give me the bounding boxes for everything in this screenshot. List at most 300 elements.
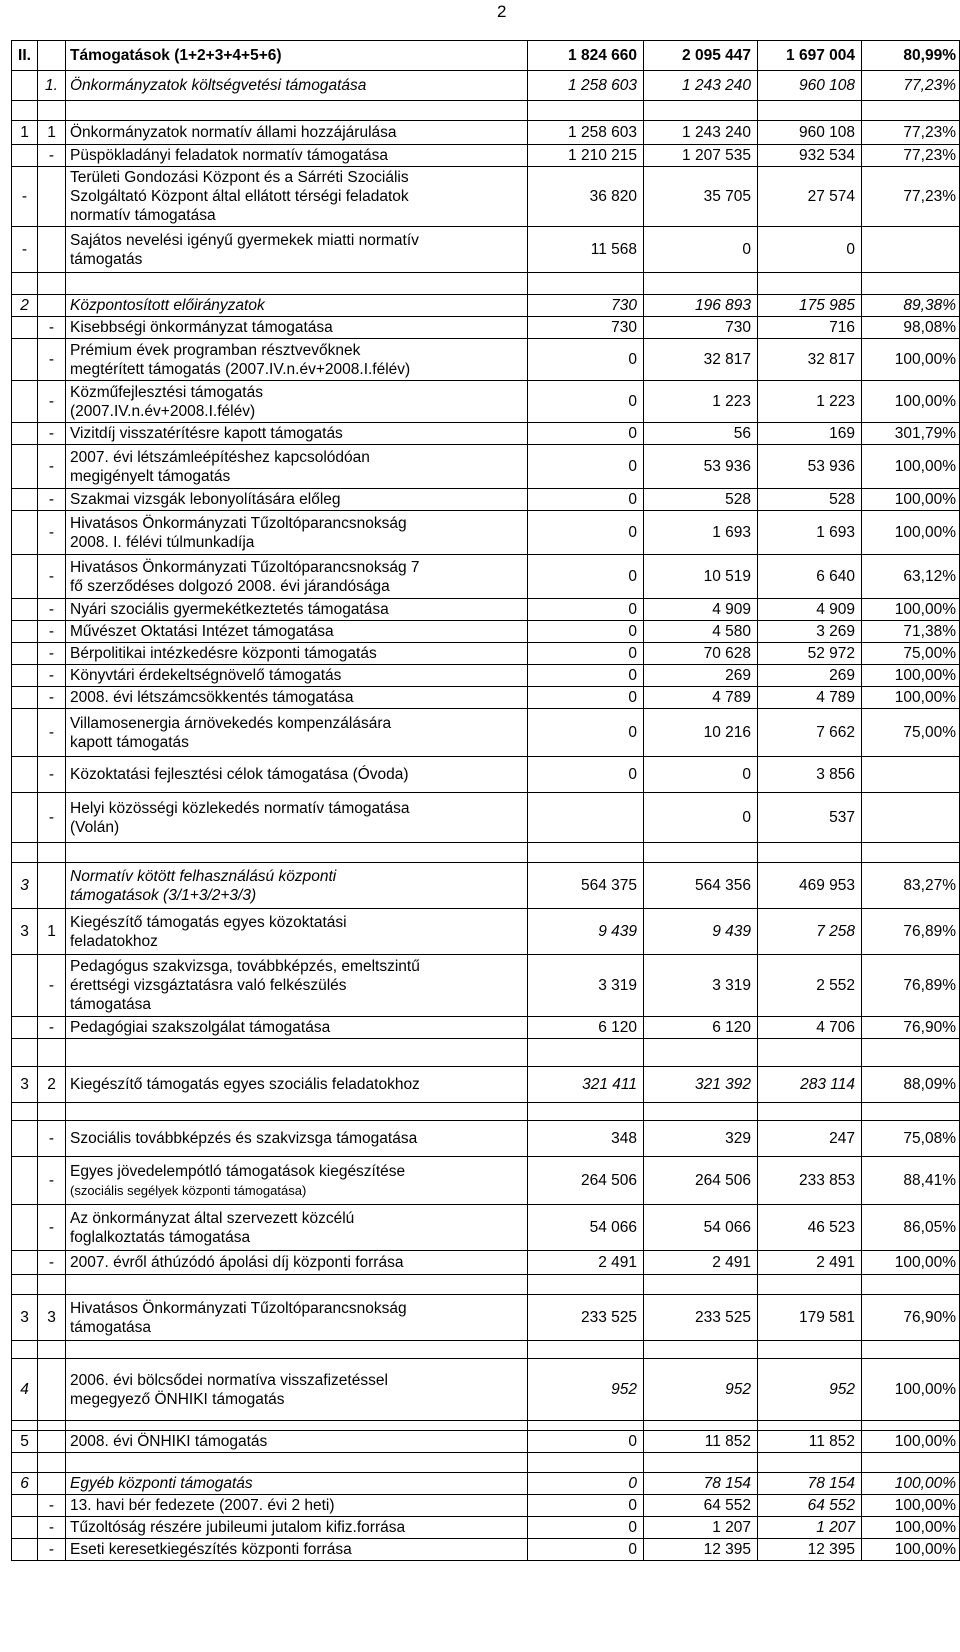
row-label-line: Normatív kötött felhasználású központi <box>70 867 337 885</box>
value-original: 36 820 <box>528 167 644 227</box>
value-actual: 7 662 <box>758 709 862 757</box>
row-subsection <box>38 1431 66 1453</box>
row-label <box>66 1517 528 1539</box>
value-actual: 537 <box>758 793 862 843</box>
value-actual: 2 552 <box>758 955 862 1017</box>
row-section: - <box>12 167 38 227</box>
value-actual <box>758 1103 862 1121</box>
value-modified <box>644 101 758 121</box>
row-section <box>12 643 38 665</box>
value-actual: 1 223 <box>758 381 862 423</box>
row-label <box>66 1295 528 1341</box>
value-actual: 960 108 <box>758 71 862 101</box>
value-modified: 10 519 <box>644 555 758 599</box>
row-subsection: - <box>38 793 66 843</box>
row-section <box>12 1039 38 1067</box>
row-label <box>66 71 528 101</box>
value-percent <box>862 227 960 273</box>
value-actual: 4 909 <box>758 599 862 621</box>
row-section <box>12 339 38 381</box>
value-actual <box>758 101 862 121</box>
row-label <box>66 101 528 121</box>
value-percent: 100,00% <box>862 511 960 555</box>
value-actual: 169 <box>758 423 862 445</box>
row-section <box>12 1205 38 1251</box>
row-subsection: - <box>38 1539 66 1561</box>
row-label <box>66 687 528 709</box>
row-label-line: Pedagógus szakvizsga, továbbképzés, emeltszintű <box>70 958 420 975</box>
row-label <box>66 757 528 793</box>
value-modified: 269 <box>644 665 758 687</box>
row-label-line: Egyes jövedelempótló támogatások kiegészítése <box>70 1162 406 1180</box>
value-modified <box>644 1039 758 1067</box>
value-actual: 12 395 <box>758 1539 862 1561</box>
row-label <box>66 909 528 955</box>
row-section: 3 <box>12 863 38 909</box>
value-original: 0 <box>528 1495 644 1517</box>
row-label-line: Önkormányzatok költségvetési támogatása <box>70 77 367 94</box>
value-percent: 77,23% <box>862 121 960 145</box>
value-percent <box>862 1421 960 1431</box>
value-percent <box>862 1103 960 1121</box>
table-row <box>12 599 960 621</box>
row-label-line: foglalkoztatás támogatása <box>70 1228 251 1246</box>
value-actual: 283 114 <box>758 1067 862 1103</box>
table-row <box>12 709 960 757</box>
row-label-line: Kiegészítő támogatás egyes közoktatási <box>70 913 347 931</box>
row-subsection: - <box>38 709 66 757</box>
row-label <box>66 1495 528 1517</box>
row-label-line: Püspökladányi feladatok normatív támogatása <box>70 147 388 164</box>
value-original: 348 <box>528 1121 644 1157</box>
row-label-line: Önkormányzatok normatív állami hozzájárulása <box>70 124 397 141</box>
row-subsection: - <box>38 687 66 709</box>
value-actual <box>758 1039 862 1067</box>
row-subsection <box>38 1103 66 1121</box>
value-percent: 77,23% <box>862 167 960 227</box>
row-subsection: - <box>38 643 66 665</box>
value-modified: 1 243 240 <box>644 121 758 145</box>
row-label <box>66 317 528 339</box>
value-original: 3 319 <box>528 955 644 1017</box>
row-subsection: - <box>38 757 66 793</box>
value-actual <box>758 1341 862 1359</box>
table-row <box>12 1453 960 1473</box>
row-section <box>12 145 38 167</box>
value-percent: 77,23% <box>862 145 960 167</box>
row-label-line: Az önkormányzat által szervezett közcélú <box>70 1209 355 1227</box>
value-modified: 70 628 <box>644 643 758 665</box>
value-actual: 179 581 <box>758 1295 862 1341</box>
value-modified: 1 207 <box>644 1517 758 1539</box>
value-percent: 80,99% <box>862 41 960 71</box>
value-percent: 100,00% <box>862 1359 960 1421</box>
row-label-line: Pedagógiai szakszolgálat támogatása <box>70 1019 331 1036</box>
table-row <box>12 121 960 145</box>
row-label-line: Szakmai vizsgák lebonyolítására előleg <box>70 491 341 508</box>
row-label <box>66 1539 528 1561</box>
value-actual: 4 789 <box>758 687 862 709</box>
value-percent: 301,79% <box>862 423 960 445</box>
value-actual: 932 534 <box>758 145 862 167</box>
value-modified: 32 817 <box>644 339 758 381</box>
row-label <box>66 121 528 145</box>
row-label-line: Közoktatási fejlesztési célok támogatása (Óvoda) <box>70 766 409 783</box>
table-row <box>12 1495 960 1517</box>
row-subsection: - <box>38 599 66 621</box>
value-original: 952 <box>528 1359 644 1421</box>
row-label <box>66 1275 528 1295</box>
row-section <box>12 555 38 599</box>
row-section <box>12 1157 38 1205</box>
value-percent <box>862 1453 960 1473</box>
value-original: 0 <box>528 445 644 489</box>
value-original: 233 525 <box>528 1295 644 1341</box>
value-original: 0 <box>528 1539 644 1561</box>
row-subsection: - <box>38 145 66 167</box>
value-actual: 7 258 <box>758 909 862 955</box>
value-modified: 1 223 <box>644 381 758 423</box>
table-row <box>12 793 960 843</box>
value-modified: 196 893 <box>644 295 758 317</box>
row-subsection <box>38 1453 66 1473</box>
table-row <box>12 555 960 599</box>
row-label <box>66 665 528 687</box>
row-section <box>12 709 38 757</box>
row-subsection: - <box>38 511 66 555</box>
row-subsection <box>38 863 66 909</box>
value-modified: 321 392 <box>644 1067 758 1103</box>
value-modified: 54 066 <box>644 1205 758 1251</box>
table-row <box>12 381 960 423</box>
value-modified <box>644 273 758 295</box>
value-modified: 6 120 <box>644 1017 758 1039</box>
row-label-line: kapott támogatás <box>70 733 189 751</box>
value-original: 0 <box>528 555 644 599</box>
table-row <box>12 1473 960 1495</box>
row-label <box>66 489 528 511</box>
row-subsection <box>38 1473 66 1495</box>
value-actual <box>758 843 862 863</box>
value-original <box>528 1039 644 1067</box>
row-label-line: Központosított előirányzatok <box>70 297 265 314</box>
row-label-line: Szociális továbbképzés és szakvizsga támogatása <box>70 1130 418 1147</box>
value-original: 11 568 <box>528 227 644 273</box>
value-original: 0 <box>528 339 644 381</box>
row-label-line: megtérített támogatás (2007.IV.n.év+2008.I.félév) <box>70 360 411 378</box>
row-label <box>66 555 528 599</box>
value-modified: 4 789 <box>644 687 758 709</box>
value-original: 321 411 <box>528 1067 644 1103</box>
value-original: 0 <box>528 489 644 511</box>
value-percent: 100,00% <box>862 1431 960 1453</box>
row-label <box>66 1103 528 1121</box>
row-label <box>66 1205 528 1251</box>
table-row <box>12 145 960 167</box>
value-actual <box>758 1275 862 1295</box>
value-original <box>528 1421 644 1431</box>
row-label <box>66 1251 528 1275</box>
row-label-line: Villamosenergia árnövekedés kompenzálására <box>70 714 392 732</box>
row-label-line: Sajátos nevelési igényű gyermekek miatti normatív <box>70 231 419 249</box>
value-original <box>528 1275 644 1295</box>
row-label-line: Kiegészítő támogatás egyes szociális feladatokhoz <box>70 1076 420 1093</box>
row-section <box>12 1495 38 1517</box>
value-modified: 233 525 <box>644 1295 758 1341</box>
row-label-line: Hivatásos Önkormányzati Tűzoltóparancsnokság <box>70 1299 407 1317</box>
table-row <box>12 1295 960 1341</box>
row-label <box>66 1121 528 1157</box>
table-row <box>12 1039 960 1067</box>
value-percent: 100,00% <box>862 1517 960 1539</box>
row-subsection: 1 <box>38 909 66 955</box>
table-row <box>12 687 960 709</box>
value-percent: 77,23% <box>862 71 960 101</box>
value-original: 0 <box>528 621 644 643</box>
row-subsection: 1. <box>38 71 66 101</box>
table-row <box>12 273 960 295</box>
row-section <box>12 489 38 511</box>
value-original: 0 <box>528 1517 644 1539</box>
table-row <box>12 1539 960 1561</box>
row-label <box>66 955 528 1017</box>
value-modified <box>644 1453 758 1473</box>
value-original: 1 824 660 <box>528 41 644 71</box>
table-row <box>12 101 960 121</box>
row-label-line: Művészet Oktatási Intézet támogatása <box>70 623 334 640</box>
value-original: 0 <box>528 1431 644 1453</box>
value-modified: 4 909 <box>644 599 758 621</box>
row-section: - <box>12 227 38 273</box>
row-label-line: támogatás <box>70 250 143 268</box>
row-label <box>66 145 528 167</box>
row-label-line: 2008. évi létszámcsökkentés támogatása <box>70 689 354 706</box>
value-original <box>528 1103 644 1121</box>
row-subsection: - <box>38 445 66 489</box>
table-row <box>12 295 960 317</box>
row-section <box>12 511 38 555</box>
value-modified: 264 506 <box>644 1157 758 1205</box>
value-modified: 1 207 535 <box>644 145 758 167</box>
value-modified: 952 <box>644 1359 758 1421</box>
row-label-line: megigényelt támogatás <box>70 467 231 485</box>
value-actual: 11 852 <box>758 1431 862 1453</box>
row-section <box>12 1453 38 1473</box>
row-subsection <box>38 1275 66 1295</box>
row-section: 3 <box>12 1067 38 1103</box>
table-row <box>12 1103 960 1121</box>
row-subsection <box>38 1039 66 1067</box>
table-row <box>12 1421 960 1431</box>
row-label-line: érettségi vizsgáztatásra való felkészülés <box>70 977 347 994</box>
row-label <box>66 445 528 489</box>
value-actual <box>758 273 862 295</box>
value-percent: 75,08% <box>862 1121 960 1157</box>
value-original: 0 <box>528 643 644 665</box>
value-original: 9 439 <box>528 909 644 955</box>
value-original: 564 375 <box>528 863 644 909</box>
row-section: 1 <box>12 121 38 145</box>
row-label <box>66 1157 528 1205</box>
row-subsection <box>38 1341 66 1359</box>
value-original: 1 258 603 <box>528 71 644 101</box>
table-row <box>12 1251 960 1275</box>
value-original: 0 <box>528 423 644 445</box>
row-subsection: - <box>38 1157 66 1205</box>
row-label-line: Területi Gondozási Központ és a Sárréti Szociális <box>70 169 409 186</box>
value-percent: 100,00% <box>862 1539 960 1561</box>
row-label <box>66 339 528 381</box>
row-section <box>12 955 38 1017</box>
row-section <box>12 445 38 489</box>
row-label-line: 2008. évi ÖNHIKI támogatás <box>70 1433 268 1450</box>
row-subsection <box>38 1421 66 1431</box>
row-label-line: megegyező ÖNHIKI támogatás <box>70 1390 285 1408</box>
row-section <box>12 1275 38 1295</box>
table-row <box>12 227 960 273</box>
row-label <box>66 843 528 863</box>
table-row <box>12 1017 960 1039</box>
value-actual: 3 856 <box>758 757 862 793</box>
value-actual: 64 552 <box>758 1495 862 1517</box>
row-section <box>12 1341 38 1359</box>
value-original <box>528 273 644 295</box>
row-subsection: - <box>38 1517 66 1539</box>
value-actual: 0 <box>758 227 862 273</box>
value-actual: 528 <box>758 489 862 511</box>
value-modified: 0 <box>644 227 758 273</box>
row-label-line: Kisebbségi önkormányzat támogatása <box>70 319 333 336</box>
value-actual: 53 936 <box>758 445 862 489</box>
row-label-line: támogatása <box>70 1318 151 1336</box>
row-label-line: Helyi közösségi közlekedés normatív támogatása <box>70 799 410 817</box>
value-percent: 75,00% <box>862 709 960 757</box>
value-percent: 100,00% <box>862 687 960 709</box>
value-modified: 56 <box>644 423 758 445</box>
row-section <box>12 381 38 423</box>
row-label <box>66 621 528 643</box>
table-row <box>12 1067 960 1103</box>
row-subsection <box>38 41 66 71</box>
value-actual: 52 972 <box>758 643 862 665</box>
row-label-line: normatív támogatása <box>70 207 216 224</box>
table-row <box>12 1341 960 1359</box>
value-actual: 1 697 004 <box>758 41 862 71</box>
row-label <box>66 273 528 295</box>
table-row <box>12 1359 960 1421</box>
row-label-line: Nyári szociális gyermekétkeztetés támogatása <box>70 601 389 618</box>
row-label <box>66 599 528 621</box>
row-label <box>66 227 528 273</box>
row-label <box>66 1341 528 1359</box>
row-section <box>12 71 38 101</box>
value-percent <box>862 1341 960 1359</box>
value-original: 1 210 215 <box>528 145 644 167</box>
value-actual: 175 985 <box>758 295 862 317</box>
value-actual <box>758 1421 862 1431</box>
value-actual: 247 <box>758 1121 862 1157</box>
row-subsection: - <box>38 621 66 643</box>
row-label <box>66 423 528 445</box>
row-label <box>66 295 528 317</box>
row-subsection: - <box>38 381 66 423</box>
budget-table <box>11 40 960 1561</box>
value-percent: 76,89% <box>862 909 960 955</box>
row-label-line: Könyvtári érdekeltségnövelő támogatás <box>70 667 342 684</box>
row-section <box>12 1517 38 1539</box>
value-original: 1 258 603 <box>528 121 644 145</box>
value-original: 54 066 <box>528 1205 644 1251</box>
row-label-line: Eseti keresetkiegészítés központi forrása <box>70 1541 352 1558</box>
row-section: 5 <box>12 1431 38 1453</box>
row-label-line: támogatása <box>70 996 151 1013</box>
row-label-line: Prémium évek programban résztvevőknek <box>70 341 361 359</box>
value-percent: 88,09% <box>862 1067 960 1103</box>
row-section <box>12 793 38 843</box>
value-original: 0 <box>528 381 644 423</box>
row-label-line: Szolgáltató Központ által ellátott térségi feladatok <box>70 188 409 205</box>
row-label-line: (Volán) <box>70 818 120 836</box>
row-label <box>66 41 528 71</box>
table-row <box>12 621 960 643</box>
value-modified: 10 216 <box>644 709 758 757</box>
row-section <box>12 1017 38 1039</box>
row-section: II. <box>12 41 38 71</box>
value-original: 0 <box>528 709 644 757</box>
table-row <box>12 1431 960 1453</box>
value-modified: 1 693 <box>644 511 758 555</box>
value-percent <box>862 101 960 121</box>
row-section <box>12 687 38 709</box>
row-label <box>66 1067 528 1103</box>
row-section <box>12 599 38 621</box>
row-label <box>66 1421 528 1431</box>
row-label-line: 2006. évi bölcsődei normatíva visszafizetéssel <box>70 1371 388 1389</box>
value-modified: 730 <box>644 317 758 339</box>
value-percent <box>862 1275 960 1295</box>
row-subsection: - <box>38 1251 66 1275</box>
row-label <box>66 793 528 843</box>
row-label <box>66 709 528 757</box>
table-row <box>12 643 960 665</box>
value-modified: 12 395 <box>644 1539 758 1561</box>
row-label-line: feladatokhoz <box>70 932 158 950</box>
row-section <box>12 1421 38 1431</box>
value-actual: 960 108 <box>758 121 862 145</box>
row-section <box>12 273 38 295</box>
row-section: 4 <box>12 1359 38 1421</box>
row-section <box>12 1103 38 1121</box>
value-modified: 3 319 <box>644 955 758 1017</box>
row-label-line: támogatások (3/1+3/2+3/3) <box>70 886 257 904</box>
row-subsection: - <box>38 423 66 445</box>
row-label <box>66 1017 528 1039</box>
value-percent: 100,00% <box>862 599 960 621</box>
row-subsection <box>38 101 66 121</box>
value-actual: 4 706 <box>758 1017 862 1039</box>
row-label <box>66 1453 528 1473</box>
row-subsection: - <box>38 317 66 339</box>
row-label <box>66 511 528 555</box>
value-percent: 100,00% <box>862 381 960 423</box>
row-label <box>66 643 528 665</box>
value-percent <box>862 1039 960 1067</box>
table-row <box>12 167 960 227</box>
value-modified <box>644 843 758 863</box>
row-subsection: 1 <box>38 121 66 145</box>
table-row <box>12 489 960 511</box>
value-actual: 1 207 <box>758 1517 862 1539</box>
